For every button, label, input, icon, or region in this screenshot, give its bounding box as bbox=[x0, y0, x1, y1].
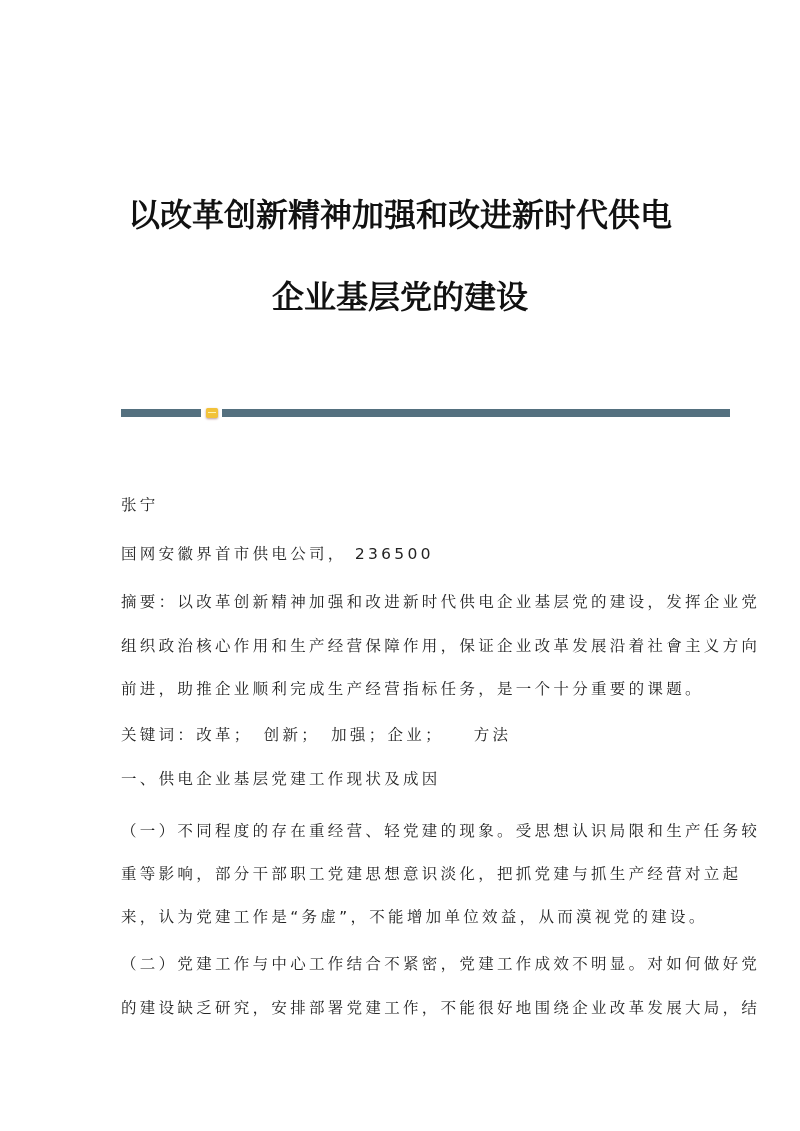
paragraph-line: （二）党建工作与中心工作结合不紧密，党建工作成效不明显。对如何做好党 bbox=[121, 955, 761, 973]
divider-badge-icon bbox=[206, 408, 218, 418]
divider-left bbox=[121, 409, 201, 417]
paragraph-line: 的建设缺乏研究，安排部署党建工作，不能很好地围绕企业改革发展大局，结 bbox=[121, 999, 761, 1017]
abstract-line: 组织政治核心作用和生产经营保障作用，保证企业改革发展沿着社會主义方向 bbox=[121, 637, 761, 655]
section-heading: 一、供电企业基层党建工作现状及成因 bbox=[121, 770, 441, 788]
paragraph-line: 来，认为党建工作是“务虚”，不能增加单位效益，从而漠视党的建设。 bbox=[121, 908, 708, 926]
paragraph-line: 重等影响，部分干部职工党建思想意识淡化，把抓党建与抓生产经营对立起 bbox=[121, 865, 742, 883]
title-line-1: 以改革创新精神加强和改进新时代供电 bbox=[127, 196, 672, 234]
abstract-line: 摘要：以改革创新精神加强和改进新时代供电企业基层党的建设，发挥企业党 bbox=[121, 593, 761, 611]
keywords: 关键词：改革； 创新； 加强；企业； 方法 bbox=[121, 726, 512, 744]
author: 张宁 bbox=[121, 496, 159, 514]
divider-right bbox=[222, 409, 730, 417]
paragraph-line: （一）不同程度的存在重经营、轻党建的现象。受思想认识局限和生产任务较 bbox=[121, 822, 761, 840]
abstract-line: 前进，助推企业顺利完成生产经营指标任务，是一个十分重要的课题。 bbox=[121, 680, 704, 698]
affiliation: 国网安徽界首市供电公司， 236500 bbox=[121, 545, 434, 563]
title-line-2: 企业基层党的建设 bbox=[271, 278, 528, 316]
